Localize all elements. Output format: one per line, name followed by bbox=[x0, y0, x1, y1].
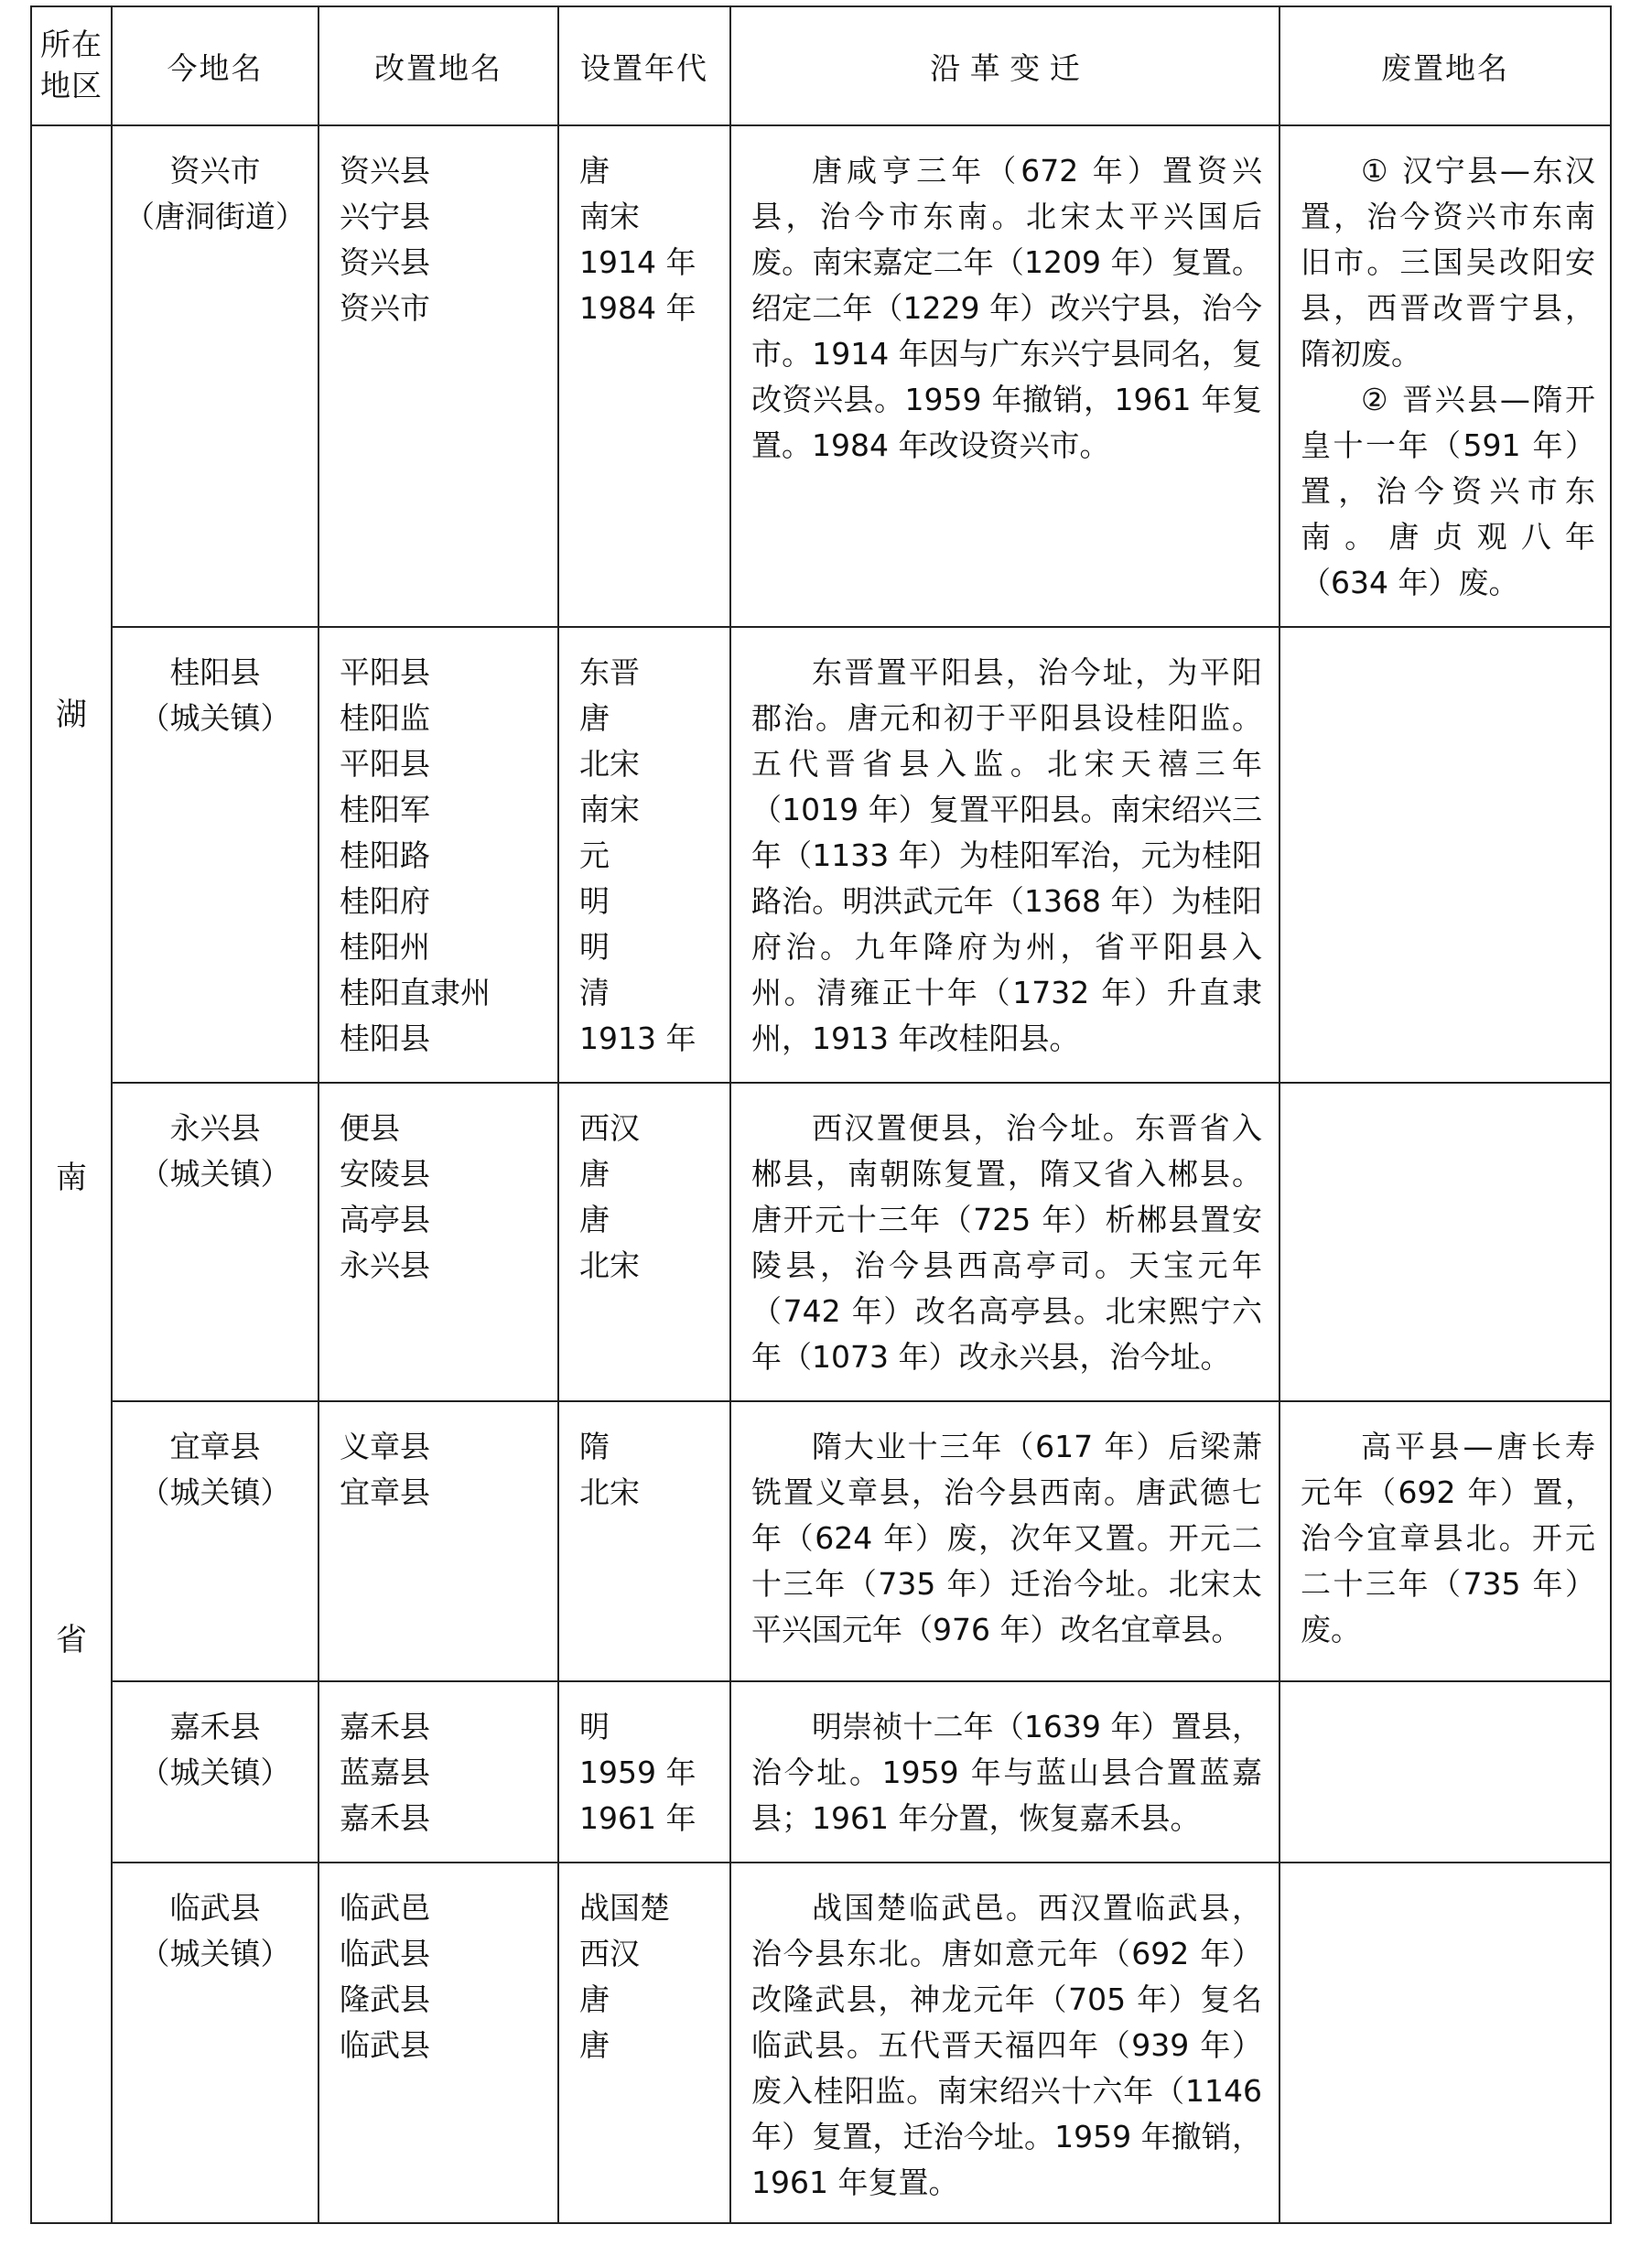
header-abolished: 废置地名 bbox=[1279, 6, 1611, 125]
table-row bbox=[31, 1863, 1611, 2223]
year-set: 南宋 bbox=[579, 199, 640, 234]
year-set: 清 bbox=[579, 975, 610, 1010]
year-set: 战国楚 bbox=[579, 1890, 670, 1926]
former-name: 桂阳直隶州 bbox=[340, 975, 491, 1010]
history-text: 东晋置平阳县，治今址，为平阳郡治。唐元和初于平阳县设桂阳监。五代晋省县入监。北宋天禧三年（1019 年）复置平阳县。南宋绍兴三年（1133 年）为桂阳军治，元为桂阳路治。明洪武元年（1368 年）为桂阳府治。九年降府为州，省平阳县入州。清雍正十年（1732 年）升直隶州，1913 年改桂阳县。 bbox=[751, 654, 1262, 1056]
modern-seat: （城关镇） bbox=[139, 1755, 291, 1790]
region-char: 南 bbox=[56, 1159, 87, 1196]
modern-name: 永兴县 bbox=[169, 1110, 261, 1146]
former-name: 资兴市 bbox=[340, 290, 430, 326]
modern-seat: （城关镇） bbox=[139, 1936, 291, 1971]
year-set: 西汉 bbox=[579, 1936, 640, 1971]
table-row bbox=[31, 1401, 1611, 1681]
year-set: 北宋 bbox=[579, 1474, 640, 1510]
year-set: 元 bbox=[579, 837, 610, 873]
year-set: 唐 bbox=[579, 2027, 610, 2063]
modern-name: 宜章县 bbox=[169, 1429, 261, 1464]
table-row bbox=[31, 627, 1611, 1083]
former-name: 嘉禾县 bbox=[340, 1800, 430, 1836]
former-name: 临武县 bbox=[340, 1936, 430, 1971]
former-name: 嘉禾县 bbox=[340, 1709, 430, 1744]
region-cell bbox=[31, 125, 112, 2223]
year-set: 北宋 bbox=[579, 1247, 640, 1283]
header-row bbox=[31, 6, 1611, 125]
modern-seat: （城关镇） bbox=[139, 700, 291, 736]
modern-name: 桂阳县 bbox=[169, 654, 261, 690]
abolished-entry: ① 汉宁县—东汉置，治今资兴市东南旧市。三国吴改阳安县，西晋改晋宁县，隋初废。 bbox=[1301, 153, 1595, 372]
former-name: 平阳县 bbox=[340, 654, 430, 690]
former-name: 桂阳府 bbox=[340, 883, 430, 919]
former-name: 兴宁县 bbox=[340, 199, 430, 234]
abolished-entry: ② 晋兴县—隋开皇十一年（591 年）置，治今资兴市东南。唐贞观八年（634 年）废。 bbox=[1301, 382, 1595, 600]
former-name: 临武邑 bbox=[340, 1890, 430, 1926]
header-region-line1: 所在 bbox=[40, 27, 103, 63]
modern-name: 临武县 bbox=[169, 1890, 261, 1926]
year-set: 唐 bbox=[579, 1202, 610, 1237]
year-set: 1914 年 bbox=[579, 244, 696, 280]
header-former-names: 改置地名 bbox=[319, 6, 558, 125]
former-name: 平阳县 bbox=[340, 746, 430, 782]
former-name: 桂阳县 bbox=[340, 1020, 430, 1056]
former-name: 桂阳监 bbox=[340, 700, 430, 736]
former-name: 安陵县 bbox=[340, 1156, 430, 1192]
year-set: 隋 bbox=[579, 1429, 610, 1464]
former-name: 临武县 bbox=[340, 2027, 430, 2063]
year-set: 1984 年 bbox=[579, 290, 696, 326]
former-name: 桂阳路 bbox=[340, 837, 430, 873]
region-char: 省 bbox=[56, 1622, 87, 1658]
abolished-empty bbox=[1280, 1682, 1610, 1717]
header-history: 沿 革 变 迁 bbox=[730, 6, 1279, 125]
modern-name: 嘉禾县 bbox=[169, 1709, 261, 1744]
history-text: 战国楚临武邑。西汉置临武县，治今县东北。唐如意元年（692 年）改隆武县，神龙元年（705 年）复名临武县。五代晋天福四年（939 年）废入桂阳监。南宋绍兴十六年（1146 年）复置，迁治今址。1959 年撤销，1961 年复置。 bbox=[751, 1890, 1262, 2200]
modern-seat: （唐洞街道） bbox=[124, 199, 306, 234]
year-set: 南宋 bbox=[579, 792, 640, 827]
history-text: 明崇祯十二年（1639 年）置县，治今址。1959 年与蓝山县合置蓝嘉县；1961 年分置，恢复嘉禾县。 bbox=[751, 1709, 1262, 1836]
header-year-set: 设置年代 bbox=[558, 6, 730, 125]
year-set: 明 bbox=[579, 1709, 610, 1744]
modern-seat: （城关镇） bbox=[139, 1474, 291, 1510]
table-row bbox=[31, 1681, 1611, 1863]
gazetteer-table bbox=[30, 5, 1612, 2224]
history-text: 唐咸亨三年（672 年）置资兴县，治今市东南。北宋太平兴国后废。南宋嘉定二年（1209 年）复置。绍定二年（1229 年）改兴宁县，治今市。1914 年因与广东兴宁县同名，复改资兴县。1959 年撤销，1961 年复置。1984 年改设资兴市。 bbox=[751, 153, 1262, 463]
year-set: 北宋 bbox=[579, 746, 640, 782]
former-name: 宜章县 bbox=[340, 1474, 430, 1510]
year-set: 唐 bbox=[579, 1981, 610, 2017]
former-name: 蓝嘉县 bbox=[340, 1755, 430, 1790]
year-set: 1961 年 bbox=[579, 1800, 696, 1836]
abolished-empty bbox=[1280, 1084, 1610, 1118]
abolished-empty bbox=[1280, 1863, 1610, 1898]
year-set: 东晋 bbox=[579, 654, 640, 690]
table-row bbox=[31, 125, 1611, 627]
history-text: 西汉置便县，治今址。东晋省入郴县，南朝陈复置，隋又省入郴县。唐开元十三年（725 年）析郴县置安陵县，治今县西高亭司。天宝元年（742 年）改名高亭县。北宋熙宁六年（1073 年）改永兴县，治今址。 bbox=[751, 1110, 1262, 1375]
former-name: 高亭县 bbox=[340, 1202, 430, 1237]
year-set: 唐 bbox=[579, 1156, 610, 1192]
year-set: 唐 bbox=[579, 700, 610, 736]
year-set: 1913 年 bbox=[579, 1020, 696, 1056]
former-name: 义章县 bbox=[340, 1429, 430, 1464]
table-row bbox=[31, 1083, 1611, 1401]
former-name: 便县 bbox=[340, 1110, 400, 1146]
former-name: 永兴县 bbox=[340, 1247, 430, 1283]
year-set: 明 bbox=[579, 929, 610, 965]
header-region bbox=[31, 6, 112, 125]
header-modern-name: 今地名 bbox=[112, 6, 319, 125]
former-name: 资兴县 bbox=[340, 153, 430, 189]
year-set: 1959 年 bbox=[579, 1755, 696, 1790]
former-name: 桂阳州 bbox=[340, 929, 430, 965]
former-name: 桂阳军 bbox=[340, 792, 430, 827]
year-set: 唐 bbox=[579, 153, 610, 189]
year-set: 西汉 bbox=[579, 1110, 640, 1146]
modern-name: 资兴市 bbox=[169, 153, 261, 189]
former-name: 资兴县 bbox=[340, 244, 430, 280]
former-name: 隆武县 bbox=[340, 1981, 430, 2017]
modern-seat: （城关镇） bbox=[139, 1156, 291, 1192]
header-region-line2: 地区 bbox=[40, 68, 103, 103]
abolished-empty bbox=[1280, 628, 1610, 663]
history-text: 隋大业十三年（617 年）后梁萧铣置义章县，治今县西南。唐武德七年（624 年）废，次年又置。开元二十三年（735 年）迁治今址。北宋太平兴国元年（976 年）改名宜章县。 bbox=[751, 1429, 1262, 1647]
region-char: 湖 bbox=[56, 696, 87, 733]
year-set: 明 bbox=[579, 883, 610, 919]
abolished-entry: 高平县—唐长寿元年（692 年）置，治今宜章县北。开元二十三年（735 年）废。 bbox=[1301, 1429, 1595, 1647]
